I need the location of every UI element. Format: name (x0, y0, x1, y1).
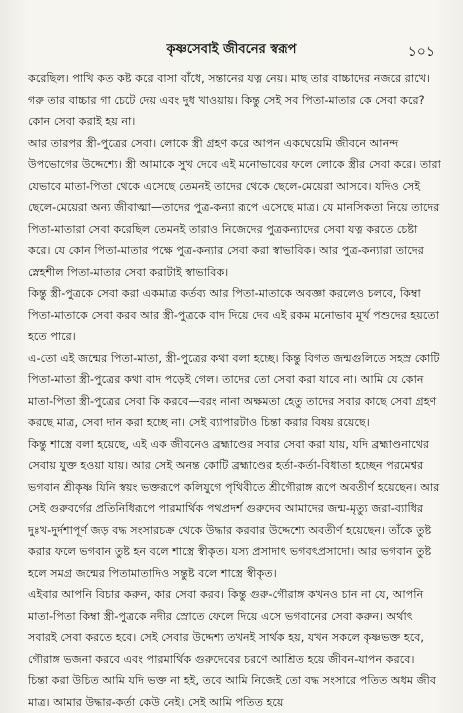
paragraph: চিন্তা করা উচিত আমি যদি ভক্ত না হই, তবে আমি নিজেই তো বদ্ধ সংসারে পতিত অধম জীব মাত্র। আমার উদ্ধার-কর্তা কেউ নেই। সেই আমি পতিত হয়ে (28, 674, 437, 709)
paragraph: কিন্তু শাস্ত্রে বলা হয়েছে, এই এক জীবনেও ব্রহ্মাণ্ডের সবার সেবা করা যায়, যদি ব্রহ্মাণ্ডনাথের সেবায় যুক্ত হওয়া যায়। আর সেই অনন্ত কোটি ব্রহ্মাণ্ডের হর্তা-কর্তা-বিধাতা হচ্ছেন পরমেশ্বর ভগবান শ্রীকৃষ্ণ যিনি স্বয়ং ভক্তরূপে কলিযুগে পৃথিবীতে শ্রীগৌরাঙ্গ রূপে অবতীর্ণ হয়েছেন। আর সেই গুরুবর্গের প্রতিনিধিরূপে পারমার্থিক পথপ্রদর্শ গুরুদেব আমাদের জন্ম-মৃত্যু জরা-ব্যাধির দুঃখ-দুর্দশাপূর্ণ জড় বদ্ধ সংসারচক্র থেকে উদ্ধার করবার উদ্দেশ্যে অবতীর্ণ হয়েছেন। তাঁকে তুষ্ট করার ফলে ভগবান তুষ্ট হন বলে শাস্ত্রে স্বীকৃত। যস্য প্রসাদাৎ ভগবৎপ্রসাদো। আর ভগবান তুষ্ট হলে সমগ্র জন্মের পিতামাতাদিও সন্তুষ্ট বলে শাস্ত্রে স্বীকৃত। (28, 437, 440, 580)
paragraph: আর তারপর স্ত্রী-পুত্রের সেবা। লোকে স্ত্রী গ্রহণ করে আপন একঘেয়েমি জীবনে আনন্দ উপভোগের উদ্দেশ্যে। স্ত্রী আমাকে সুখ দেবে এই মনোভাবের ফলে লোকে স্ত্রীর সেবা করে। তারা যেভাবে মাতা-পিতা থেকে এসেছে তেমনই তাদের থেকে ছেলে-মেয়েরা আসবে। যদিও সেই ছেলে-মেয়েরা অন্য জীবাত্মা—তাদের পুত্র-কন্যা রূপে এসেছে মাত্র। যে মানসিকতা নিয়ে তাদের পিতা-মাতারা সেবা করেছিল তেমনই তারাও নিজেদের পুত্রকন্যাদের সেবা যত্ন করতে চেষ্টা করে। যে কোন পিতা-মাতার পক্ষে পুত্র-কন্যার সেবা করা স্বাভাবিক। আর পুত্র-কন্যারা তাদের স্নেহশীল পিতা-মাতার সেবা করাটাই স্বাভাবিক। (28, 136, 441, 279)
page-number: ১০১ (407, 44, 435, 60)
page-body (28, 68, 441, 713)
paragraph: কিন্তু স্ত্রী-পুত্রকে সেবা করা একমাত্র কর্তব্য আর পিতা-মাতাকে অবজ্ঞা করলেও চলবে, কিম্বা পিতা-মাতাকে সেবা করব আর স্ত্রী-পুত্রকে বাদ দিয়ে দেব এই রকম মনোভাব মূর্খ পশুদের হয়তো হতে পারে। (28, 287, 440, 343)
running-title: কৃষ্ণসেবাই জীবনের স্বরূপ (166, 42, 297, 57)
paragraph: এ-তো এই জন্মের পিতা-মাতা, স্ত্রী-পুত্রের কথা বলা হচ্ছে। কিন্তু বিগত জন্মগুলিতে সহস্র কোটি পিতা-মাতা স্ত্রী-পুত্রের কথা বাদ পড়েই গেল। তাদের তো সেবা করা যাবে না। আমি যে কোন মাতা-পিতা স্ত্রী-পুত্রের সেবা কি করবে—বরং নানা অক্ষমতা হেতু তাদের সবার কাছে সেবা গ্রহণ করছে মাত্র, সেবা দান করা হচ্ছে না। সেই ব্যাপারটাও চিন্তা করার বিষয় রয়েছে। (28, 351, 440, 429)
paragraph: করেছিল। পাখি কত কষ্ট করে বাসা বাঁধে, সন্তানের যত্ন নেয়। মাছ তার বাচ্চাদের নজরে রাখে। গরু তার বাচ্চার গা চেটে দেয় এবং দুধ খাওয়ায়। কিন্তু সেই সব পিতা-মাতার কে সেবা করে? কোন সেবা করাই হয় না। (28, 72, 431, 128)
paragraph: এইবার আপনি বিচার করুন, কার সেবা করব। কিন্তু গুরু-গৌরাঙ্গ কখনও চান না যে, আপনি মাতা-পিতা কিম্বা স্ত্রী-পুত্রকে নদীর স্রোতে ফেলে দিয়ে এসে ভগবানের সেবা করুন। অর্থাৎ সবারই সেবা করতে হবে। সেই সেবার উদ্দেশ্য তখনই সার্থক হয়, যখন সকলে কৃষ্ণভক্ত হবে, গৌরাঙ্গ ভজনা করবে এবং পারমার্থিক গুরুদেবের চরণে আশ্রিত হয়ে জীবন-যাপন করবে। (28, 588, 424, 666)
